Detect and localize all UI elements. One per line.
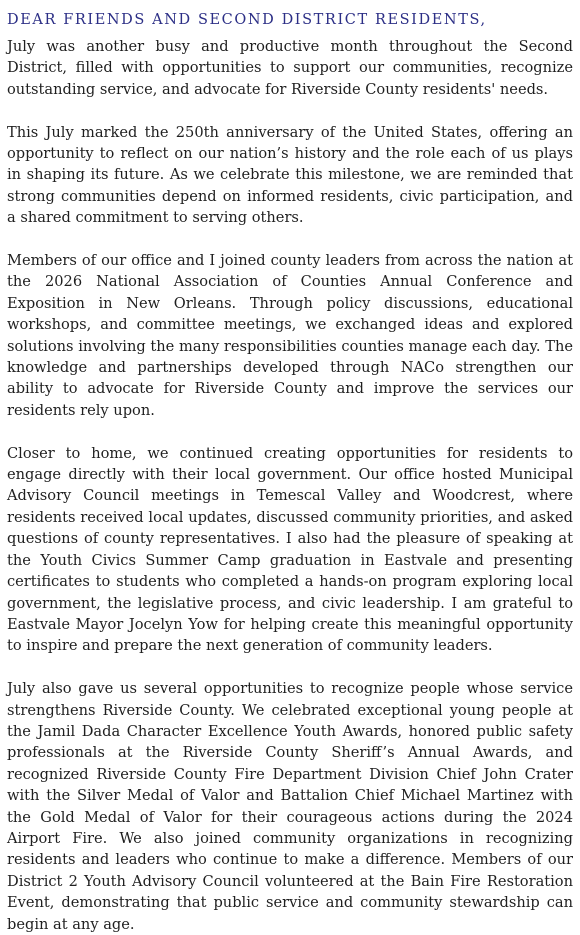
paragraph-recognitions: July also gave us several opportunities to recognize people whose service strengthens Riverside County. We celebrated exceptional young people at the Jamil Dada Character Excellence Youth Awards, honored public safety professionals at the Riverside County Sheriff’s Annual Awards, and recognized Riverside County Fire Department Division Chief John Crater with the Silver Medal of Valor and Battalion Chief Michael Martinez with the Gold Medal of Valor for their courageous actions during the 2024 Airport Fire. We also joined community organizations in recognizing residents and leaders who continue to make a difference. Members of our District 2 Youth Advisory Council volunteered at the Bain Fire Restoration Event, demonstrating that public service and community stewardship can begin at any age. <box>7 680 573 933</box>
paragraph-intro: July was another busy and productive month throughout the Second District, filled with opportunities to support our communities, recognize outstanding service, and advocate for Riverside County residents' needs. <box>7 38 573 98</box>
paragraph-naco-conference: Members of our office and I joined county leaders from across the nation at the 2026 National Association of Counties Annual Conference and Exposition in New Orleans. Through policy discussions, educational workshops, and committee meetings, we exchanged ideas and explored solutions involving the many responsibilities counties manage each day. The knowledge and partnerships developed through NACo strengthen our ability to advocate for Riverside County and improve the services our residents rely upon. <box>7 252 573 419</box>
paragraph-250th-anniversary: This July marked the 250th anniversary of the United States, offering an opportunity to reflect on our nation’s history and the role each of us plays in shaping its future. As we celebrate this milestone, we are reminded that strong communities depend on informed residents, civic participation, and a shared commitment to serving others. <box>7 123 573 227</box>
paragraph-local-engagement: Closer to home, we continued creating opportunities for residents to engage directly with their local government. Our office hosted Municipal Advisory Council meetings in Temescal Valley and Woodcrest, where residents received local updates, discussed community priorities, and asked questions of county representatives. I also had the pleasure of speaking at the Youth Civics Summer Camp graduation in Eastvale and presenting certificates to students who completed a hands-on program exploring local government, the legislative process, and civic leadership. I am grateful to Eastvale Mayor Jocelyn Yow for helping create this meaningful opportunity to inspire and prepare the next generation of community leaders. <box>7 444 573 655</box>
letter-body <box>7 0 573 935</box>
letter-greeting: DEAR FRIENDS AND SECOND DISTRICT RESIDENTS, <box>7 12 487 28</box>
